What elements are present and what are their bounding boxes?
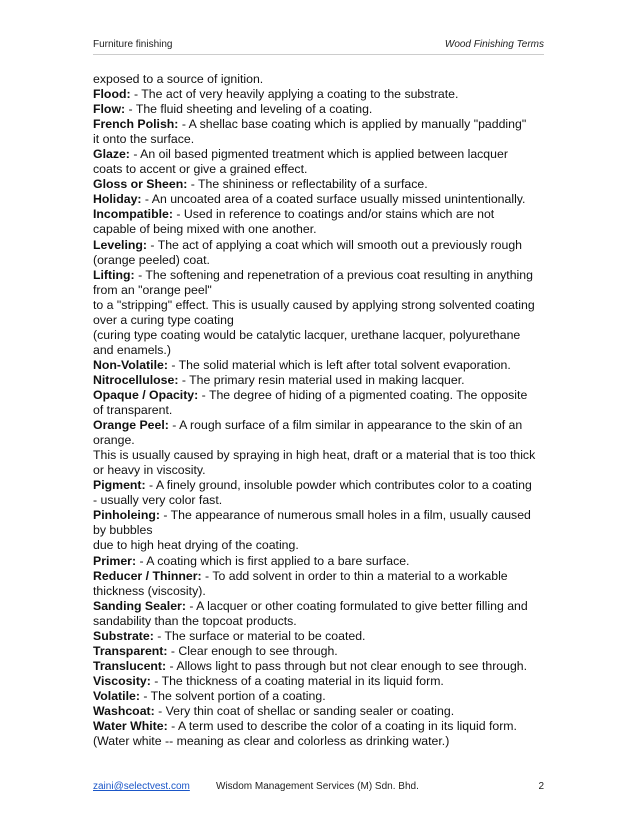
glossary-line <box>93 584 551 599</box>
glossary-definition: (orange peeled) coat. <box>93 252 210 267</box>
glossary-definition: - The primary resin material used in making lacquer. <box>178 372 465 387</box>
glossary-definition: - The degree of hiding of a pigmented coating. The opposite <box>198 387 528 402</box>
glossary-definition: (Water white -- meaning as clear and colorless as drinking water.) <box>93 734 450 749</box>
glossary-line <box>93 192 551 207</box>
glossary-term: Gloss or Sheen: <box>93 177 188 192</box>
glossary-line <box>93 207 551 222</box>
glossary-definition: - To add solvent in order to thin a material to a workable <box>201 568 508 583</box>
glossary-line <box>93 704 551 719</box>
footer-email-link[interactable]: zaini@selectvest.com <box>93 781 190 792</box>
glossary-line <box>93 177 551 192</box>
glossary-term: Incompatible: <box>93 207 173 222</box>
glossary-line <box>93 538 551 553</box>
glossary-line <box>93 283 551 298</box>
glossary-definition: - Used in reference to coatings and/or stains which are not <box>172 207 495 222</box>
footer-company-name: Wisdom Management Services (M) Sdn. Bhd. <box>216 781 419 792</box>
glossary-definition: sandability than the topcoat products. <box>93 613 297 628</box>
glossary-term: Nitrocellulose: <box>93 372 179 387</box>
glossary-line <box>93 433 551 448</box>
glossary-definition: - A coating which is first applied to a bare surface. <box>136 553 410 568</box>
glossary-line <box>93 478 551 493</box>
glossary-line <box>93 554 551 569</box>
glossary-term: Holiday: <box>93 192 142 207</box>
glossary-definition: - usually very color fast. <box>93 493 223 508</box>
glossary-definition: by bubbles <box>93 523 153 538</box>
glossary-definition: - The act of applying a coat which will smooth out a previously rough <box>146 237 523 252</box>
glossary-line <box>93 493 551 508</box>
glossary-term: Volatile: <box>93 688 140 703</box>
page-number: 2 <box>538 781 544 792</box>
glossary-term: Flood: <box>93 87 131 102</box>
glossary-line <box>93 268 551 283</box>
glossary-definition: it onto the surface. <box>93 132 195 147</box>
glossary-definition: - Very thin coat of shellac or sanding sealer or coating. <box>154 703 455 718</box>
glossary-definition: - Allows light to pass through but not clear enough to see through. <box>166 658 528 673</box>
glossary-term: Lifting: <box>93 267 135 282</box>
glossary-term: Transparent: <box>93 643 168 658</box>
glossary-definition: This is usually caused by spraying in high heat, draft or a material that is too thick <box>93 448 536 463</box>
glossary-definition: - A finely ground, insoluble powder which contributes color to a coating <box>145 478 532 493</box>
glossary-line <box>93 358 551 373</box>
glossary-definition: - The softening and repenetration of a previous coat resulting in anything <box>134 267 533 282</box>
glossary-definition: - The fluid sheeting and leveling of a coating. <box>125 102 373 117</box>
glossary-line <box>93 253 551 268</box>
glossary-line <box>93 569 551 584</box>
glossary-line <box>93 132 551 147</box>
glossary-line <box>93 674 551 689</box>
glossary-line <box>93 689 551 704</box>
glossary-line <box>93 644 551 659</box>
glossary-term: French Polish: <box>93 117 179 132</box>
glossary-line <box>93 629 551 644</box>
glossary-definition: - A rough surface of a film similar in appearance to the skin of an <box>168 418 523 433</box>
glossary-definition: - An oil based pigmented treatment which is applied between lacquer <box>129 147 508 162</box>
glossary-definition: - The solid material which is left after total solvent evaporation. <box>167 357 511 372</box>
glossary-definition: - The shininess or reflectability of a surface. <box>187 177 428 192</box>
glossary-line <box>93 328 551 343</box>
glossary-definition: (curing type coating would be catalytic lacquer, urethane lacquer, polyurethane <box>93 327 521 342</box>
glossary-line <box>93 734 551 749</box>
glossary-term: Pinholeing: <box>93 508 160 523</box>
glossary-definition: and enamels.) <box>93 342 171 357</box>
glossary-term: Sanding Sealer: <box>93 598 186 613</box>
glossary-term: Pigment: <box>93 478 146 493</box>
glossary-definition: coats to accent or give a grained effect. <box>93 162 308 177</box>
glossary-term: Water White: <box>93 719 168 734</box>
glossary-term: Substrate: <box>93 628 154 643</box>
glossary-definition: - The solvent portion of a coating. <box>139 688 326 703</box>
glossary-definition: of transparent. <box>93 403 173 418</box>
glossary-line <box>93 147 551 162</box>
glossary-line <box>93 508 551 523</box>
glossary-line <box>93 719 551 734</box>
glossary-definition: or heavy in viscosity. <box>93 463 206 478</box>
glossary-body <box>93 72 551 749</box>
glossary-definition: orange. <box>93 433 135 448</box>
glossary-definition: due to high heat drying of the coating. <box>93 538 299 553</box>
glossary-line <box>93 162 551 177</box>
glossary-term: Opaque / Opacity: <box>93 387 199 402</box>
header-divider <box>93 54 544 55</box>
glossary-definition: exposed to a source of ignition. <box>93 72 264 86</box>
glossary-term: Washcoat: <box>93 703 155 718</box>
glossary-definition: - An uncoated area of a coated surface usually missed unintentionally. <box>141 192 526 207</box>
glossary-line <box>93 659 551 674</box>
glossary-definition: from an "orange peel" <box>93 282 212 297</box>
glossary-line <box>93 373 551 388</box>
glossary-line <box>93 599 551 614</box>
glossary-line <box>93 523 551 538</box>
glossary-term: Reducer / Thinner: <box>93 568 202 583</box>
glossary-line <box>93 343 551 358</box>
glossary-definition: - The appearance of numerous small holes in a film, usually caused <box>159 508 531 523</box>
glossary-definition: - The act of very heavily applying a coating to the substrate. <box>130 87 459 102</box>
glossary-line <box>93 87 551 102</box>
glossary-term: Translucent: <box>93 658 167 673</box>
glossary-term: Primer: <box>93 553 137 568</box>
glossary-definition: - Clear enough to see through. <box>167 643 338 658</box>
glossary-definition: thickness (viscosity). <box>93 583 206 598</box>
glossary-definition: to a "stripping" effect. This is usually caused by applying strong solvented coating <box>93 297 535 312</box>
glossary-definition: - The thickness of a coating material in its liquid form. <box>150 673 444 688</box>
glossary-line <box>93 238 551 253</box>
glossary-line <box>93 313 551 328</box>
glossary-line <box>93 463 551 478</box>
glossary-line <box>93 222 551 237</box>
glossary-definition: - A term used to describe the color of a coating in its liquid form. <box>167 719 517 734</box>
glossary-line <box>93 614 551 629</box>
header-document-title: Furniture finishing <box>93 39 173 50</box>
glossary-definition: - The surface or material to be coated. <box>153 628 366 643</box>
glossary-term: Orange Peel: <box>93 418 169 433</box>
glossary-definition: over a curing type coating <box>93 312 234 327</box>
glossary-line <box>93 448 551 463</box>
glossary-term: Leveling: <box>93 237 147 252</box>
glossary-term: Glaze: <box>93 147 130 162</box>
glossary-definition: - A shellac base coating which is applied by manually "padding" <box>178 117 527 132</box>
glossary-line <box>93 388 551 403</box>
glossary-line <box>93 418 551 433</box>
glossary-term: Flow: <box>93 102 126 117</box>
glossary-term: Viscosity: <box>93 673 151 688</box>
glossary-definition: capable of being mixed with one another. <box>93 222 317 237</box>
header-section-title: Wood Finishing Terms <box>444 39 544 50</box>
glossary-line <box>93 298 551 313</box>
glossary-line <box>93 403 551 418</box>
glossary-line <box>93 102 551 117</box>
glossary-line <box>93 117 551 132</box>
glossary-definition: - A lacquer or other coating formulated to give better filling and <box>185 598 528 613</box>
glossary-term: Non-Volatile: <box>93 357 168 372</box>
glossary-line <box>93 72 551 87</box>
